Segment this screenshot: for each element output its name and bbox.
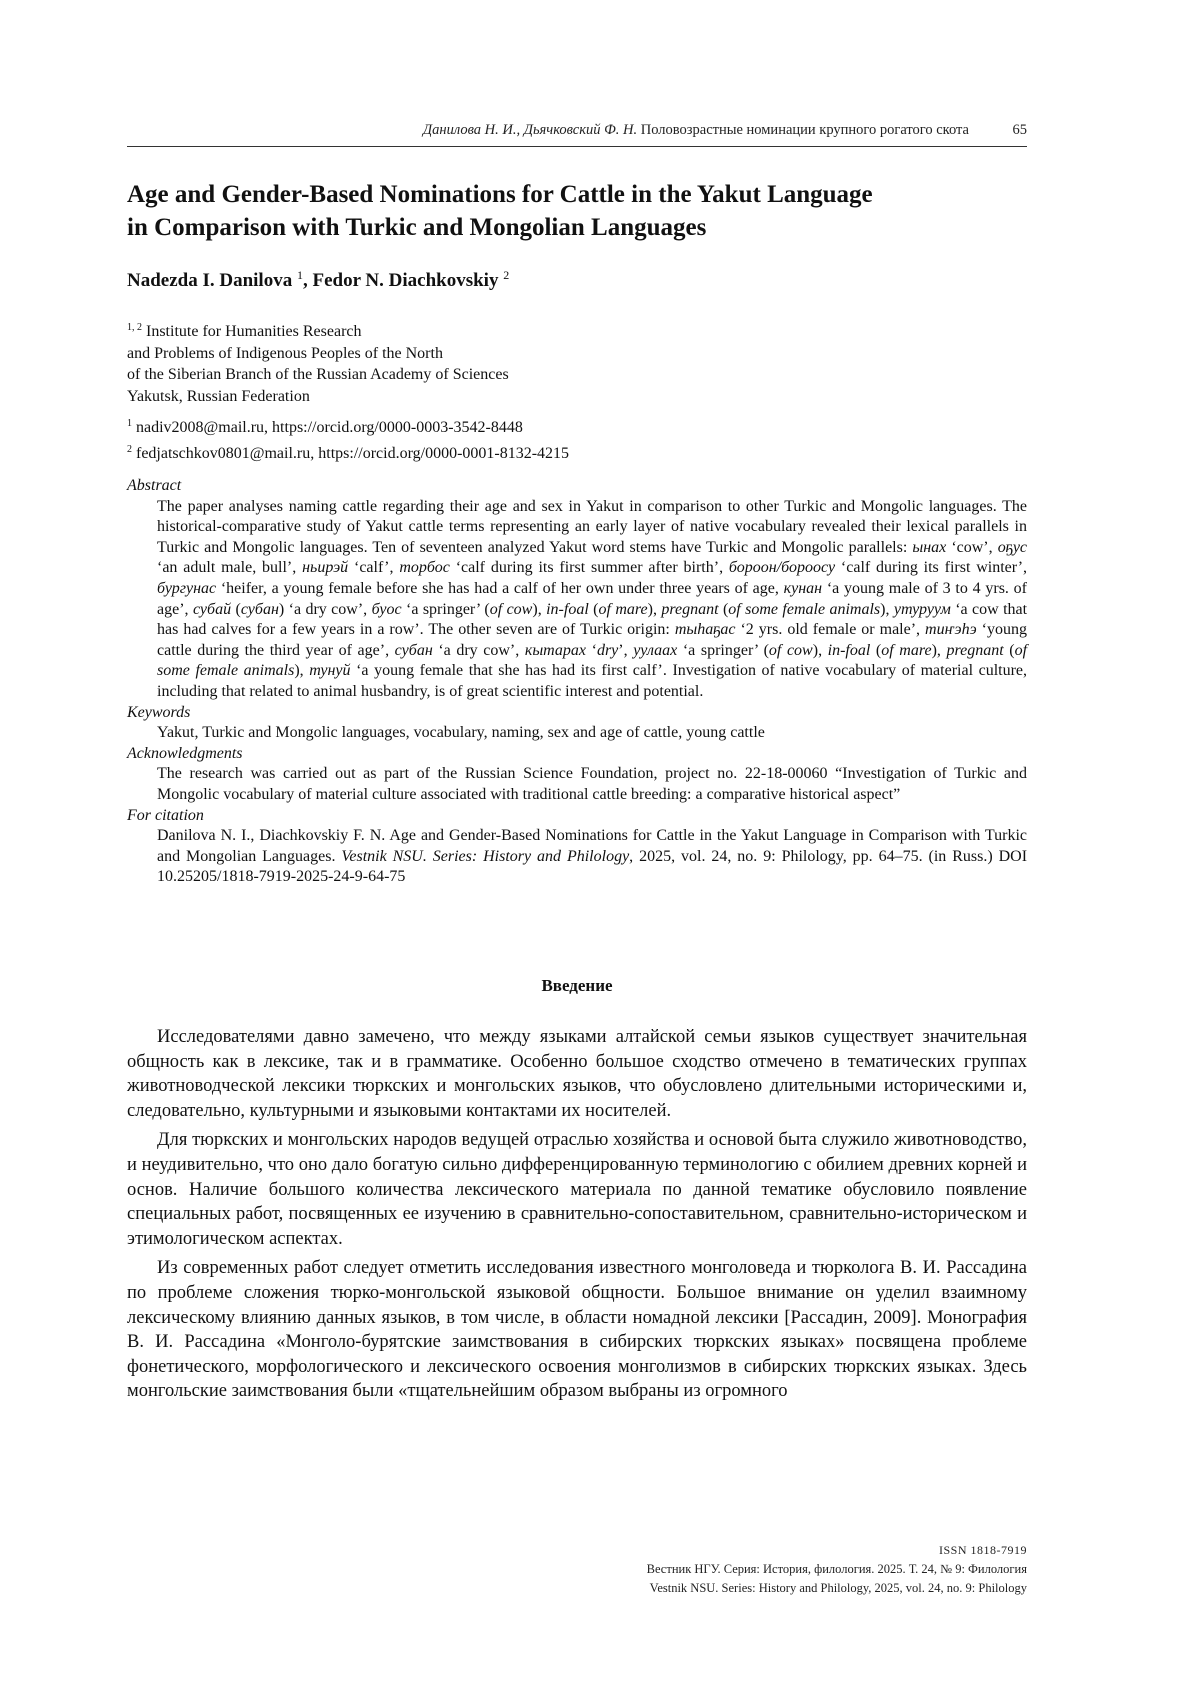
affiliation-line: of the Siberian Branch of the Russian Academy of Sciences: [127, 366, 509, 383]
section-heading: Введение: [541, 976, 613, 995]
affiliation-line: Yakutsk, Russian Federation: [127, 387, 310, 405]
author-name: Nadezda I. Danilova: [127, 270, 293, 291]
citation-text: Danilova N. I., Diachkovskiy F. N. Age and Gender-Based Nominations for Cattle in the Yakut Language in Comparison with Turkic and Mongolian Languages. Vestnik NSU. Series: History and Philology, 2025, vol. 24, no. 9: Philology, pp. 64–75. (in Russ.) DOI 10.25205/1818-7919-2025-24-9-64-75: [157, 827, 1028, 886]
running-header-title: Половозрастные номинации крупного рогатого скота: [640, 122, 969, 138]
affiliation-superscript: 1, 2: [127, 322, 142, 333]
author-list: Nadezda I. Danilova $^1$, Fedor N. Diachkovskiy $^2$: [127, 268, 510, 291]
issn: ISSN 1818-7919: [938, 1543, 1027, 1557]
contact-block: [127, 413, 569, 464]
paragraph: Для тюркских и монгольских народов ведущей отраслью хозяйства и основой быта служило животноводство, и неудивительно, что оно дало богатую сильно дифференцированную терминологию с обилием древних корней и основ. Наличие большого количества лексического материала по данной тематике обусловило появление специальных работ, посвященных ее изучению в сравнительно-сопоставительном, сравнительно-историческом и этимологическом аспектах.: [127, 1130, 1027, 1249]
author-superscript: 2: [503, 268, 510, 282]
running-header: [127, 122, 1027, 147]
article-metadata: [127, 476, 1027, 888]
paragraph: Из современных работ следует отметить исследования известного монголоведа и тюрколога В. И. Рассадина по проблеме сложения тюрко-монгольской языковой общности. Большое внимание он уделил взаимному лексическому влиянию данных языков, в том числе, в области номадной лексики [Рассадин, 2009]. Монография В. И. Рассадина «Монголо-бурятские заимствования в сибирских тюркских языках» посвящена проблеме фонетического, морфологического и лексического освоения монголизмов в сибирских тюркских языках. Здесь монгольские заимствования были «тщательнейшим образом выбраны из огромного: [127, 1258, 1027, 1402]
author-name: Fedor N. Diachkovskiy: [312, 270, 499, 291]
article-title-line-2: in Comparison with Turkic and Mongolian Languages: [127, 214, 707, 241]
running-header-text: [423, 122, 969, 139]
page-number: 65: [1012, 122, 1027, 138]
body-text: [127, 1025, 1027, 1409]
keywords-text: Yakut, Turkic and Mongolic languages, vocabulary, naming, sex and age of cattle, young cattle: [157, 724, 765, 742]
acknowledgments-label: Acknowledgments: [127, 744, 243, 762]
journal-name-ru: Вестник НГУ. Серия: История, филология. 2025. Т. 24, № 9: Филология: [646, 1562, 1027, 1576]
running-header-authors: Данилова Н. И., Дьячковский Ф. Н.: [422, 122, 638, 138]
paragraph: Исследователями давно замечено, что между языками алтайской семьи языков существует значительная общность как в лексике, так и в грамматике. Особенно большое сходство отмечено в тематических группах животноводческой лексики тюркских и монгольских языков, что обусловлено длительными историческими и, следовательно, культурными и языковыми контактами их носителей.: [127, 1027, 1027, 1121]
article-title-line-1: Age and Gender-Based Nominations for Cattle in the Yakut Language: [127, 181, 873, 208]
journal-name-en: Vestnik NSU. Series: History and Philology, 2025, vol. 24, no. 9: Philology: [649, 1581, 1027, 1595]
keywords-label: Keywords: [127, 703, 191, 721]
author-contact: $^2$ fedjatschkov0801@mail.ru, https://orcid.org/0000-0001-8132-4215: [127, 443, 570, 462]
email-orcid-link[interactable]: nadiv2008@mail.ru, https://orcid.org/0000-0003-3542-8448: [136, 419, 523, 436]
citation-journal: Vestnik NSU. Series: History and Philology: [341, 847, 630, 865]
affiliation-line: $^{1, 2}$ Institute for Humanities Research: [127, 322, 362, 340]
affiliation-block: [127, 317, 509, 407]
abstract-label: Abstract: [127, 477, 182, 494]
email-orcid-link[interactable]: fedjatschkov0801@mail.ru, https://orcid.org/0000-0001-8132-4215: [136, 444, 570, 462]
article-title: [127, 178, 1027, 244]
affiliation-line: and Problems of Indigenous Peoples of the North: [127, 344, 443, 362]
acknowledgments-text: The research was carried out as part of the Russian Science Foundation, project no. 22-18-00060 “Investigation of Turkic and Mongolic vocabulary of material culture associated with traditional cattle breeding: a comparative historical aspect”: [157, 765, 1027, 803]
abstract-text: The paper analyses naming cattle regarding their age and sex in Yakut in comparison to other Turkic and Mongolic languages. The historical-comparative study of Yakut cattle terms representing an early layer of native vocabulary revealed their lexical parallels in Turkic and Mongolic languages. Ten of seventeen analyzed Yakut word stems have Turkic and Mongolic parallels: ынах ‘cow’, оҕус ‘an adult male, bull’, ньирэй ‘calf’, торбос ‘calf during its first summer after birth’, бороон/бороосу ‘calf during its first winter’, бургунас ‘heifer, a young female before she has had a calf of her own under three years of age, кунан ‘a young male of 3 to 4 yrs. of age’, субай (субан) ‘a dry cow’, буос ‘a springer’ (of cow), in-foal (of mare), pregnant (of some female animals), утуруум ‘a cow that has had calves for a few years in a row’. The other seven are of Turkic origin: тыһаҕас ‘2 yrs. old female or male’, тиҥэһэ ‘young cattle during the third year of age’, субан ‘a dry cow’, кытарах ‘dry’, уулаах ‘a springer’ (of cow), in-foal (of mare), pregnant (of some female animals), тунуй ‘a young female that she has had its first calf’. Investigation of native vocabulary of material culture, including that related to animal husbandry, is of great scientific interest and potential.: [157, 497, 1028, 700]
author-superscript: 1: [296, 268, 303, 282]
author-contact: $^1$ nadiv2008@mail.ru, https://orcid.org/0000-0003-3542-8448: [127, 418, 523, 436]
page-footer: [647, 1541, 1027, 1598]
citation-label: For citation: [127, 806, 204, 824]
